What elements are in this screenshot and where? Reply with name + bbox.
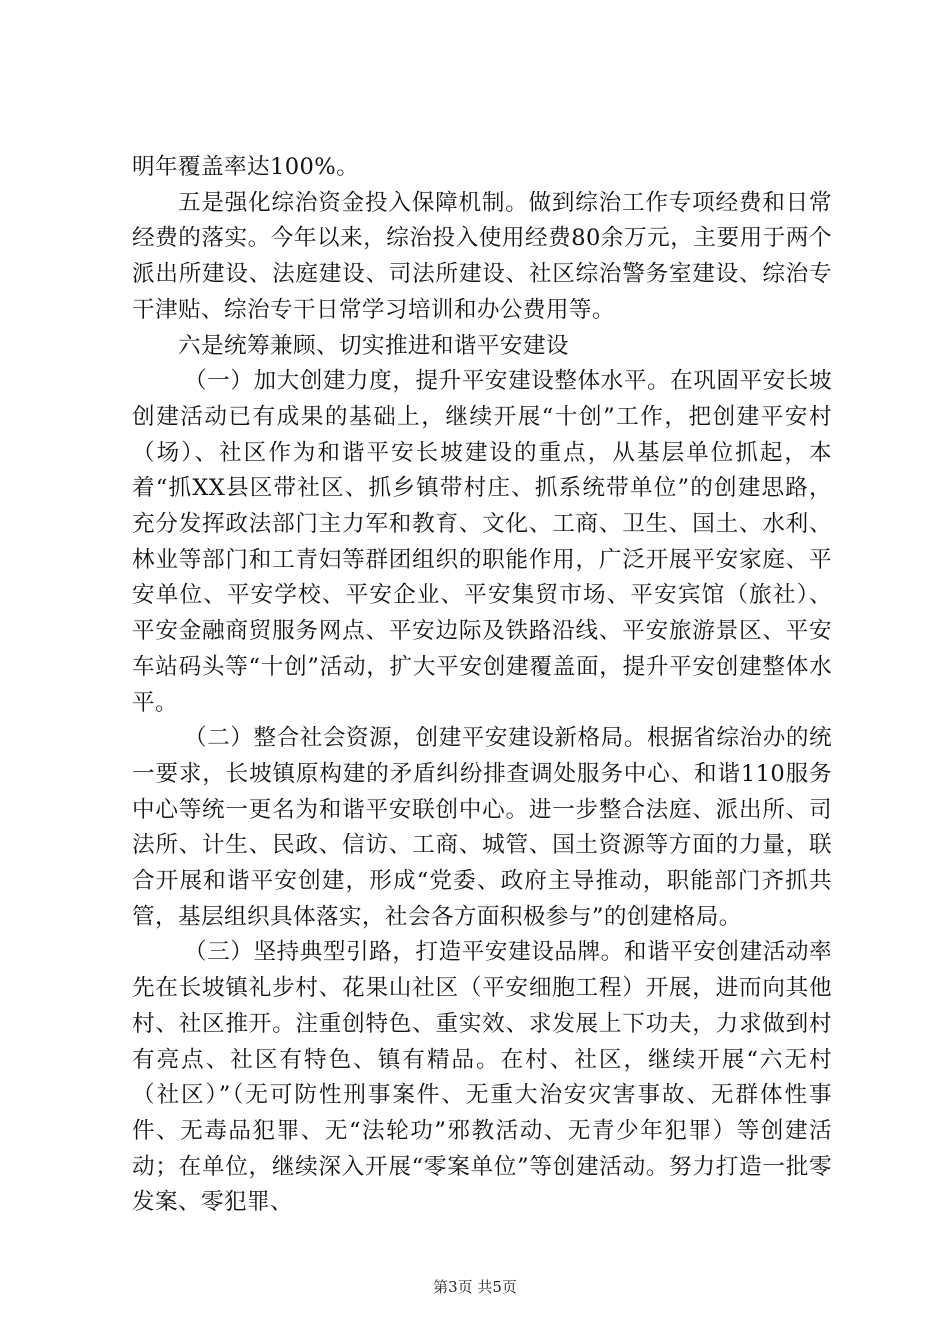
paragraph-funding-guarantee: 五是强化综治资金投入保障机制。做到综治工作专项经费和日常经费的落实。今年以来，综治投入使用经费80余万元，主要用于两个派出所建设、法庭建设、司法所建设、社区综治警务室建设、综治专干津贴、综治专干日常学习培训和办公费用等。: [132, 189, 832, 323]
paragraph-item-one: （一）加大创建力度，提升平安建设整体水平。在巩固平安长坡创建活动已有成果的基础上，继续开展“十创”工作，把创建平安村（场）、社区作为和谐平安长坡建设的重点，从基层单位抓起，本着“抓XX县区带社区、抓乡镇带村庄、抓系统带单位”的创建思路，充分发挥政法部门主力军和教育、文化、工商、卫生、国土、水利、林业等部门和工青妇等群团组织的职能作用，广泛开展平安家庭、平安单位、平安学校、平安企业、平安集贸市场、平安宾馆（旅社）、平安金融商贸服务网点、平安边际及铁路沿线、平安旅游景区、平安车站码头等“十创”活动，扩大平安创建覆盖面，提升平安创建整体水平。: [132, 368, 832, 716]
paragraph-section-heading: 六是统筹兼顾、切实推进和谐平安建设: [178, 332, 569, 359]
paragraph-coverage-rate: 明年覆盖率达100%。: [132, 154, 360, 180]
paragraph-item-three: （三）坚持典型引路，打造平安建设品牌。和谐平安创建活动率先在长坡镇礼步村、花果山社区（平安细胞工程）开展，进而向其他村、社区推开。注重创特色、重实效、求发展上下功夫，力求做到村有亮点、社区有特色、镇有精品。在村、社区，继续开展“六无村（社区）”（无可防性刑事案件、无重大治安灾害事故、无群体性事件、无毒品犯罪、无“法轮功”邪教活动、无青少年犯罪）等创建活动；在单位，继续深入开展“零案单位”等创建活动。努力打造一批零发案、零犯罪、: [132, 939, 832, 1216]
paragraph-item-two: （二）整合社会资源，创建平安建设新格局。根据省综治办的统一要求，长坡镇原构建的矛盾纠纷排查调处服务中心、和谐110服务中心等统一更名为和谐平安联创中心。进一步整合法庭、派出所、司法所、计生、民政、信访、工商、城管、国土资源等方面的力量，联合开展和谐平安创建，形成“党委、政府主导推动，职能部门齐抓共管，基层组织具体落实，社会各方面积极参与”的创建格局。: [132, 725, 832, 930]
document-body: [132, 150, 832, 1221]
page-number-footer: 第3页 共5页: [433, 1278, 517, 1296]
